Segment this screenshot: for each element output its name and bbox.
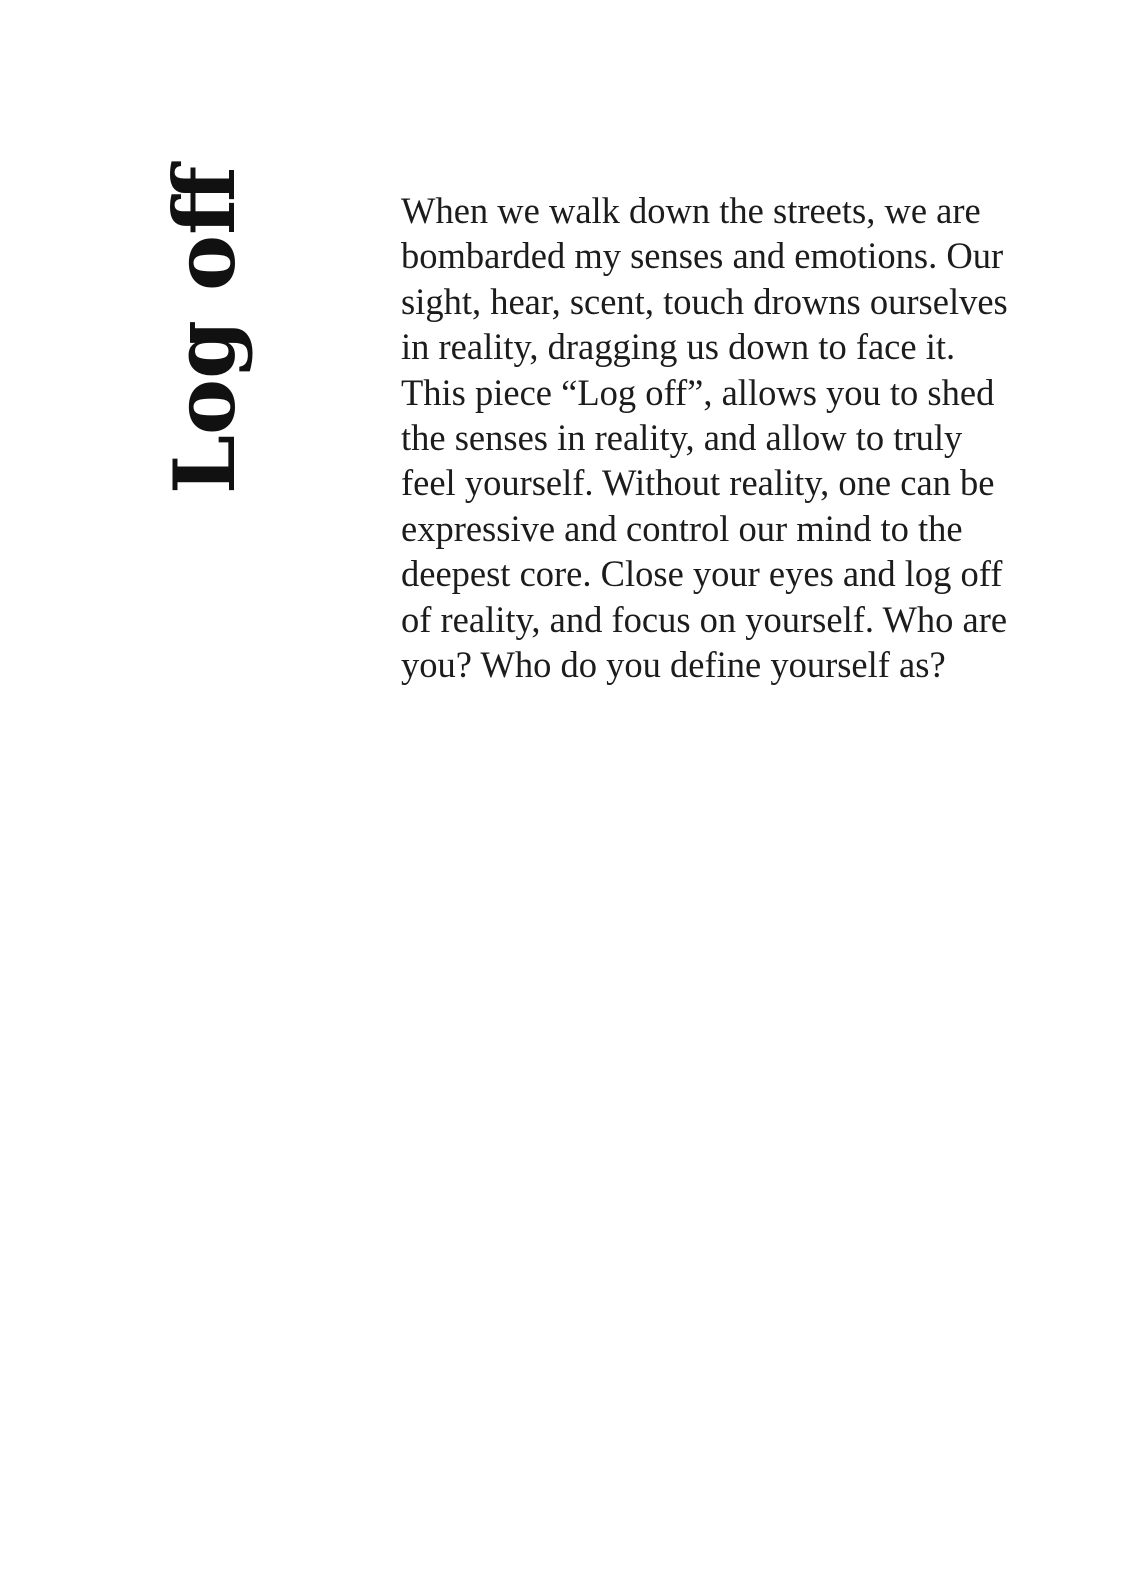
body-line: you? Who do you define yourself as? [401,644,946,686]
body-line: the senses in reality, and allow to truly [401,417,963,459]
body-line: When we walk down the streets, we are [401,190,981,231]
title-container [155,165,254,495]
body-line: expressive and control our mind to the [401,507,963,549]
body-paragraph [401,188,1061,687]
body-line: in reality, dragging us down to face it. [401,326,956,368]
body-line: feel yourself. Without reality, one can be [401,462,995,504]
page-title: Log off [155,165,254,495]
body-line: bombarded my senses and emotions. Our [401,235,1004,277]
body-line: sight, hear, scent, touch drowns ourselves [401,280,1008,322]
body-line: This piece “Log off”, allows you to shed [401,371,995,413]
body-line: of reality, and focus on yourself. Who are [401,598,1008,640]
body-line: deepest core. Close your eyes and log off [401,553,1003,595]
